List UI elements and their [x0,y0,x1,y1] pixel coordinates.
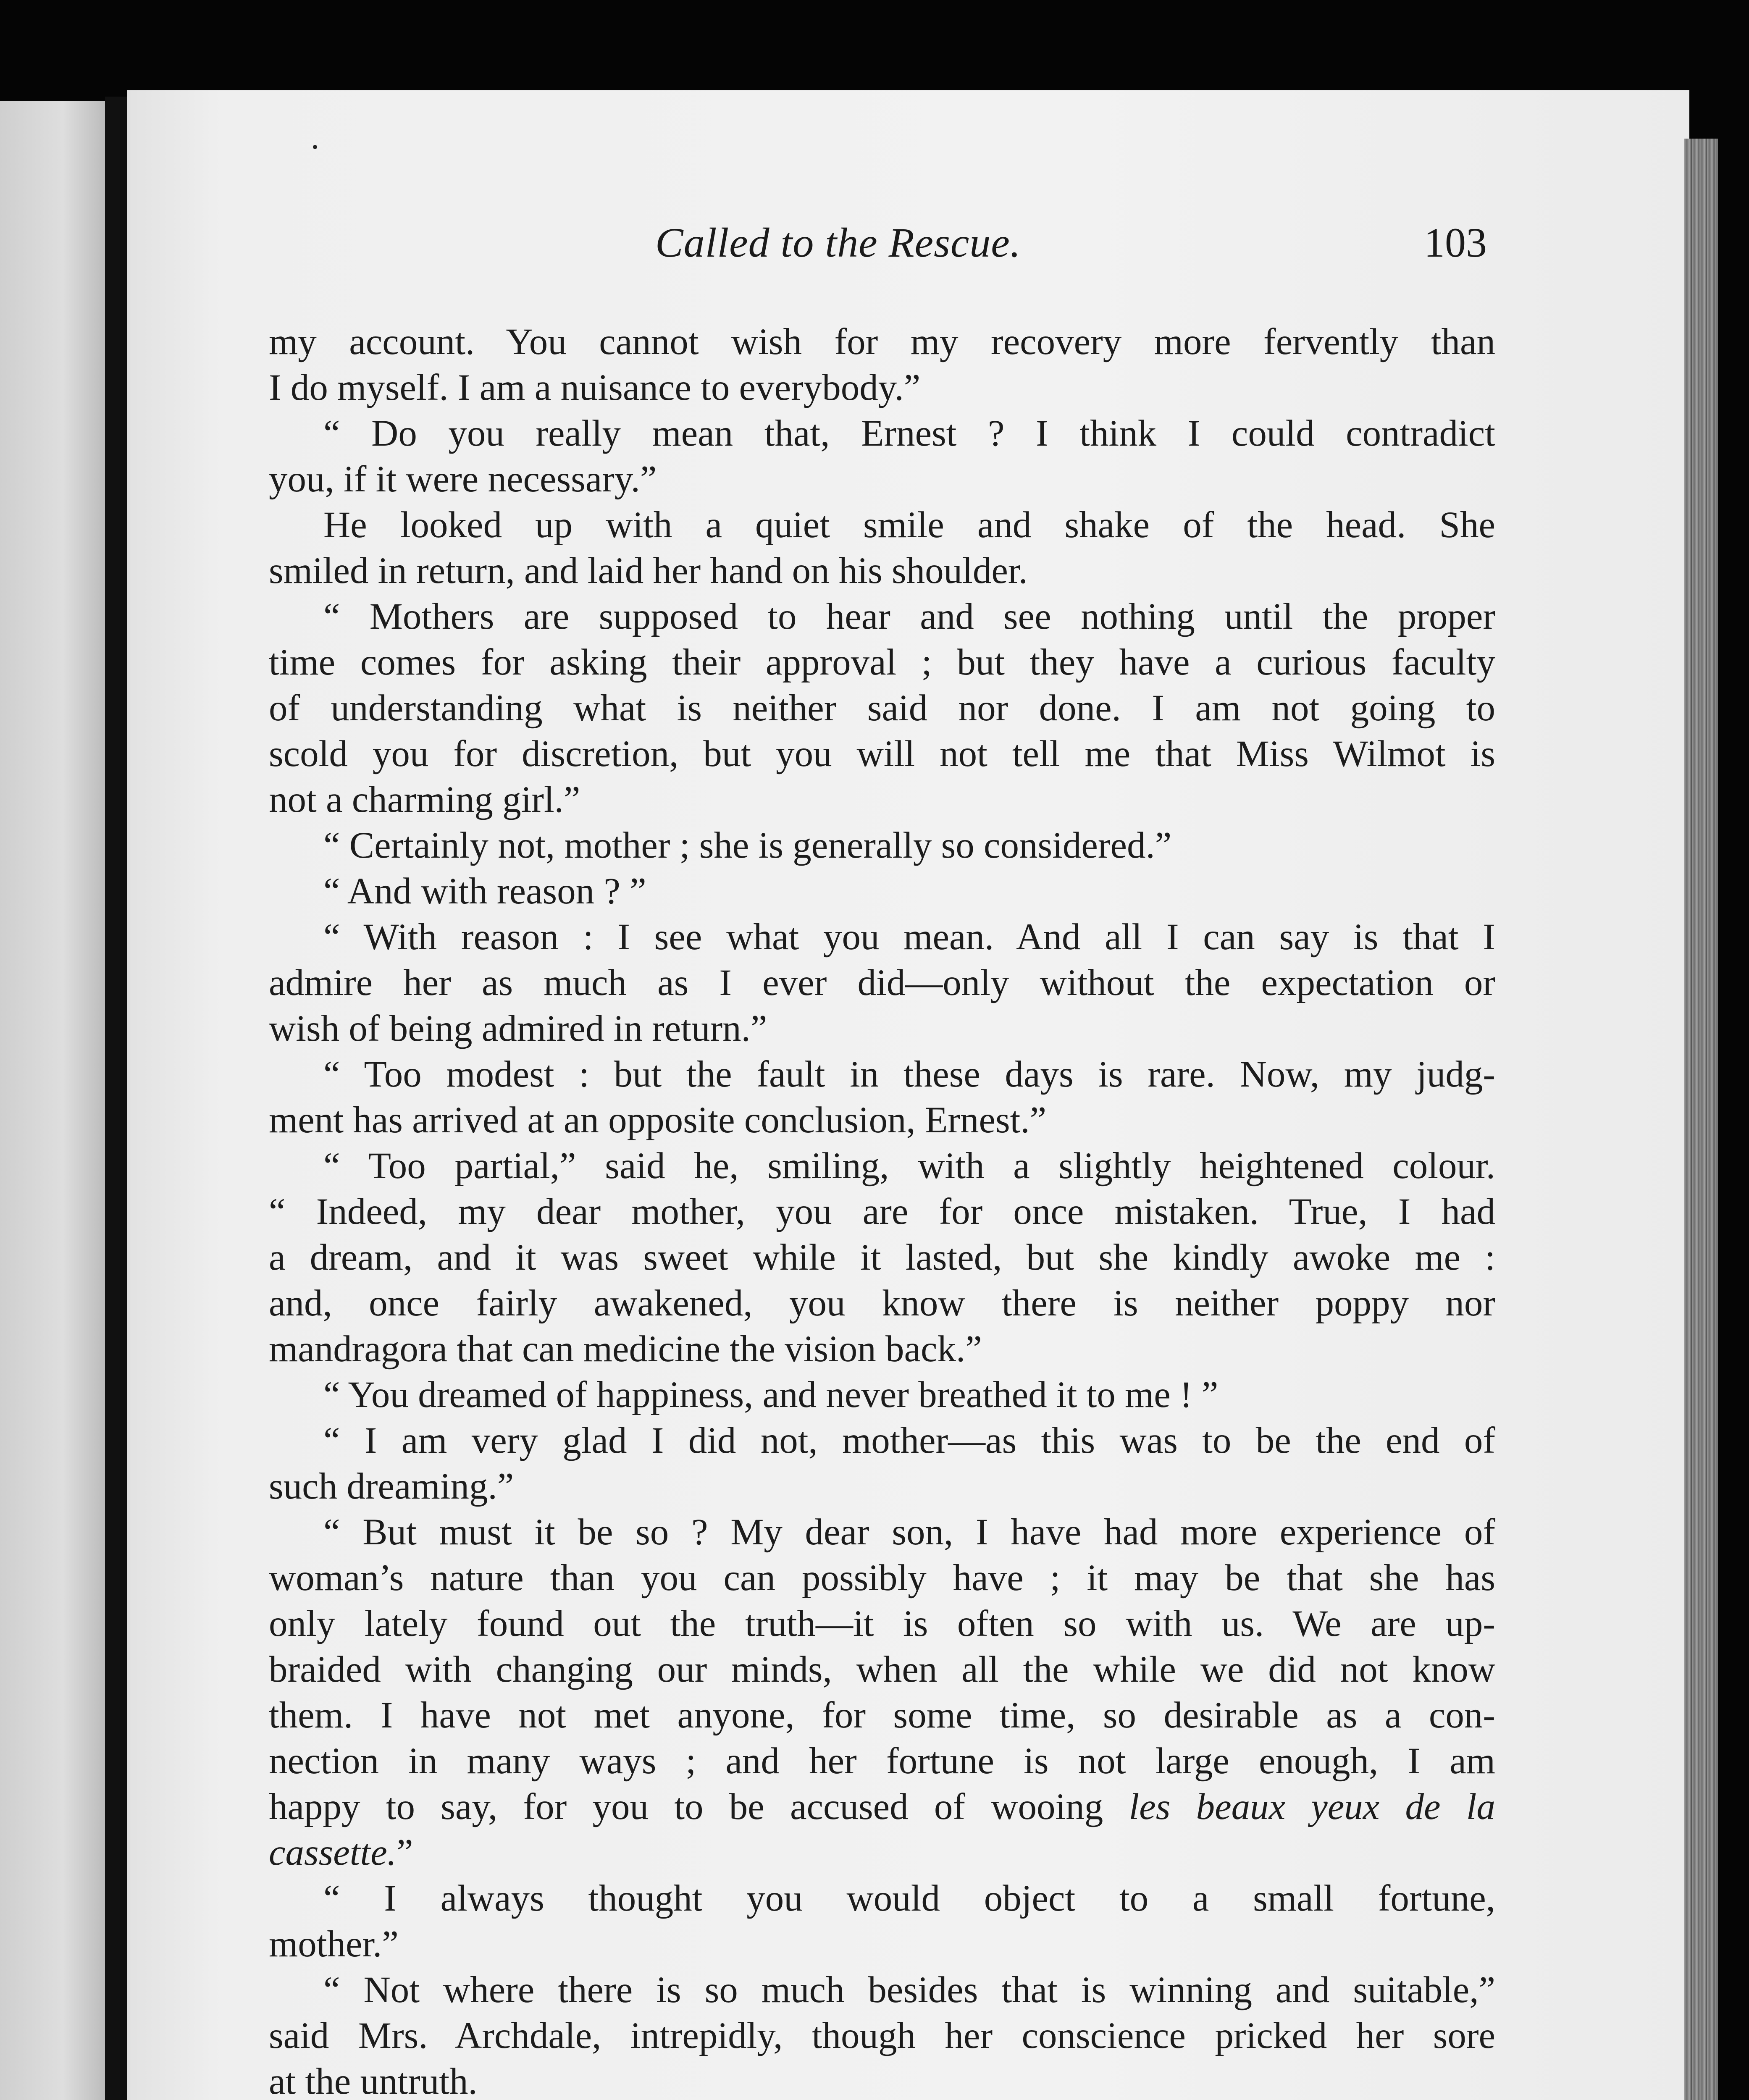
text-line-content: and, once fairly awakened, you know there is neither poppy nor [269,1283,1495,1324]
text-line [269,319,1495,365]
text-line-content: wish of being admired in return.” [269,1008,767,1049]
text-line-content: such dreaming.” [269,1466,514,1507]
text-line [269,2013,1495,2059]
text-line-content: I do myself. I am a nuisance to everybody.” [269,367,921,408]
text-line [269,1143,1495,1189]
text-line-content: not a charming girl.” [269,779,580,820]
text-line-content: mandragora that can medicine the vision back.” [269,1328,982,1370]
text-line-content: a dream, and it was sweet while it lasted, but she kindly awoke me : [269,1237,1495,1278]
text-line-content: woman’s nature than you can possibly have ; it may be that she has [269,1557,1495,1599]
text-line [269,731,1495,777]
text-line [269,1052,1495,1097]
text-line-content: admire her as much as I ever did—only without the expectation or [269,962,1495,1003]
text-line [269,1372,1495,1418]
text-line-content: “ Too modest : but the fault in these days is rare. Now, my judg- [323,1054,1495,1095]
text-line [269,1281,1495,1326]
text-line [269,2059,1495,2100]
text-line-content: “ Too partial,” said he, smiling, with a slightly heightened colour. [323,1145,1495,1186]
text-line-content: He looked up with a quiet smile and shake of the head. She [323,504,1495,546]
text-line-content: “ Not where there is so much besides that is winning and suitable,” [323,1969,1495,2011]
page-block-edge [1684,139,1718,2100]
text-line-content: “ I always thought you would object to a small fortune, [323,1878,1495,1919]
text-line [269,411,1495,457]
text-line-content: of understanding what is neither said nor done. I am not going to [269,688,1495,729]
previous-page-edge [0,101,105,2100]
text-line [269,1189,1495,1235]
text-line [269,365,1495,411]
text-line [269,1601,1495,1647]
text-line-content: mother.” [269,1924,399,1965]
text-line [269,1464,1495,1509]
text-line-content: “ And with reason ? ” [323,871,646,912]
text-line-content: them. I have not met anyone, for some time, so desirable as a con- [269,1695,1495,1736]
book-gutter [105,97,127,2100]
text-line-content: at the untruth. [269,2061,478,2100]
text-line-content: braided with changing our minds, when all the while we did not know [269,1649,1495,1690]
text-line [269,1006,1495,1052]
text-line [269,1555,1495,1601]
text-line [269,1647,1495,1693]
text-line [269,1922,1495,1967]
text-line [269,777,1495,823]
running-head: Called to the Rescue. [655,219,1021,266]
text-line-content: “ But must it be so ? My dear son, I have had more experience of [323,1512,1495,1553]
italic-phrase: les beaux yeux de la [1129,1786,1496,1827]
body-text [269,319,1495,2100]
text-line [269,869,1495,914]
text-line [269,1967,1495,2013]
text-line [269,1509,1495,1555]
text-line-content: my account. You cannot wish for my recovery more fervently than [269,321,1495,362]
text-line-content: scold you for discretion, but you will not tell me that Miss Wilmot is [269,733,1495,774]
text-line-content: “ I am very glad I did not, mother—as this was to be the end of [323,1420,1495,1461]
text-line [269,1830,1495,1876]
text-line [269,548,1495,594]
page-number: 103 [1424,219,1487,266]
text-line [269,594,1495,640]
text-line-content: “ You dreamed of happiness, and never breathed it to me ! ” [323,1374,1219,1415]
text-line [269,1693,1495,1738]
text-line [269,1326,1495,1372]
text-line-content: time comes for asking their approval ; but they have a curious faculty [269,642,1495,683]
text-line-content: smiled in return, and laid her hand on his shoulder. [269,550,1028,591]
text-line [269,960,1495,1006]
text-line-content: said Mrs. Archdale, intrepidly, though her conscience pricked her sore [269,2015,1495,2056]
text-line [269,823,1495,869]
text-line [269,1097,1495,1143]
text-line [269,1784,1495,1830]
text-line [269,1235,1495,1281]
italic-phrase: cassette. [269,1832,397,1873]
text-line [269,685,1495,731]
text-line-content: only lately found out the truth—it is often so with us. We are up- [269,1603,1495,1644]
text-line-content: “ Mothers are supposed to hear and see nothing until the proper [323,596,1495,637]
text-line-content: “ Do you really mean that, Ernest ? I think I could contradict [323,413,1495,454]
text-line [269,914,1495,960]
text-line [269,457,1495,502]
closing-quote: ” [396,1832,413,1873]
text-line-content: happy to say, for you to be accused of wooing [269,1786,1129,1827]
text-line-content: nection in many ways ; and her fortune is not large enough, I am [269,1740,1495,1782]
text-line-content: “ With reason : I see what you mean. And all I can say is that I [323,916,1495,958]
text-line-content: ment has arrived at an opposite conclusion, Ernest.” [269,1100,1047,1141]
print-speck [313,145,317,149]
text-line [269,502,1495,548]
text-line-content: “ Certainly not, mother ; she is generally so considered.” [323,825,1172,866]
text-line-content: you, if it were necessary.” [269,459,657,500]
text-line-content: “ Indeed, my dear mother, you are for once mistaken. True, I had [269,1191,1495,1232]
text-line [269,640,1495,685]
text-line [269,1738,1495,1784]
text-line [269,1418,1495,1464]
text-line [269,1876,1495,1922]
